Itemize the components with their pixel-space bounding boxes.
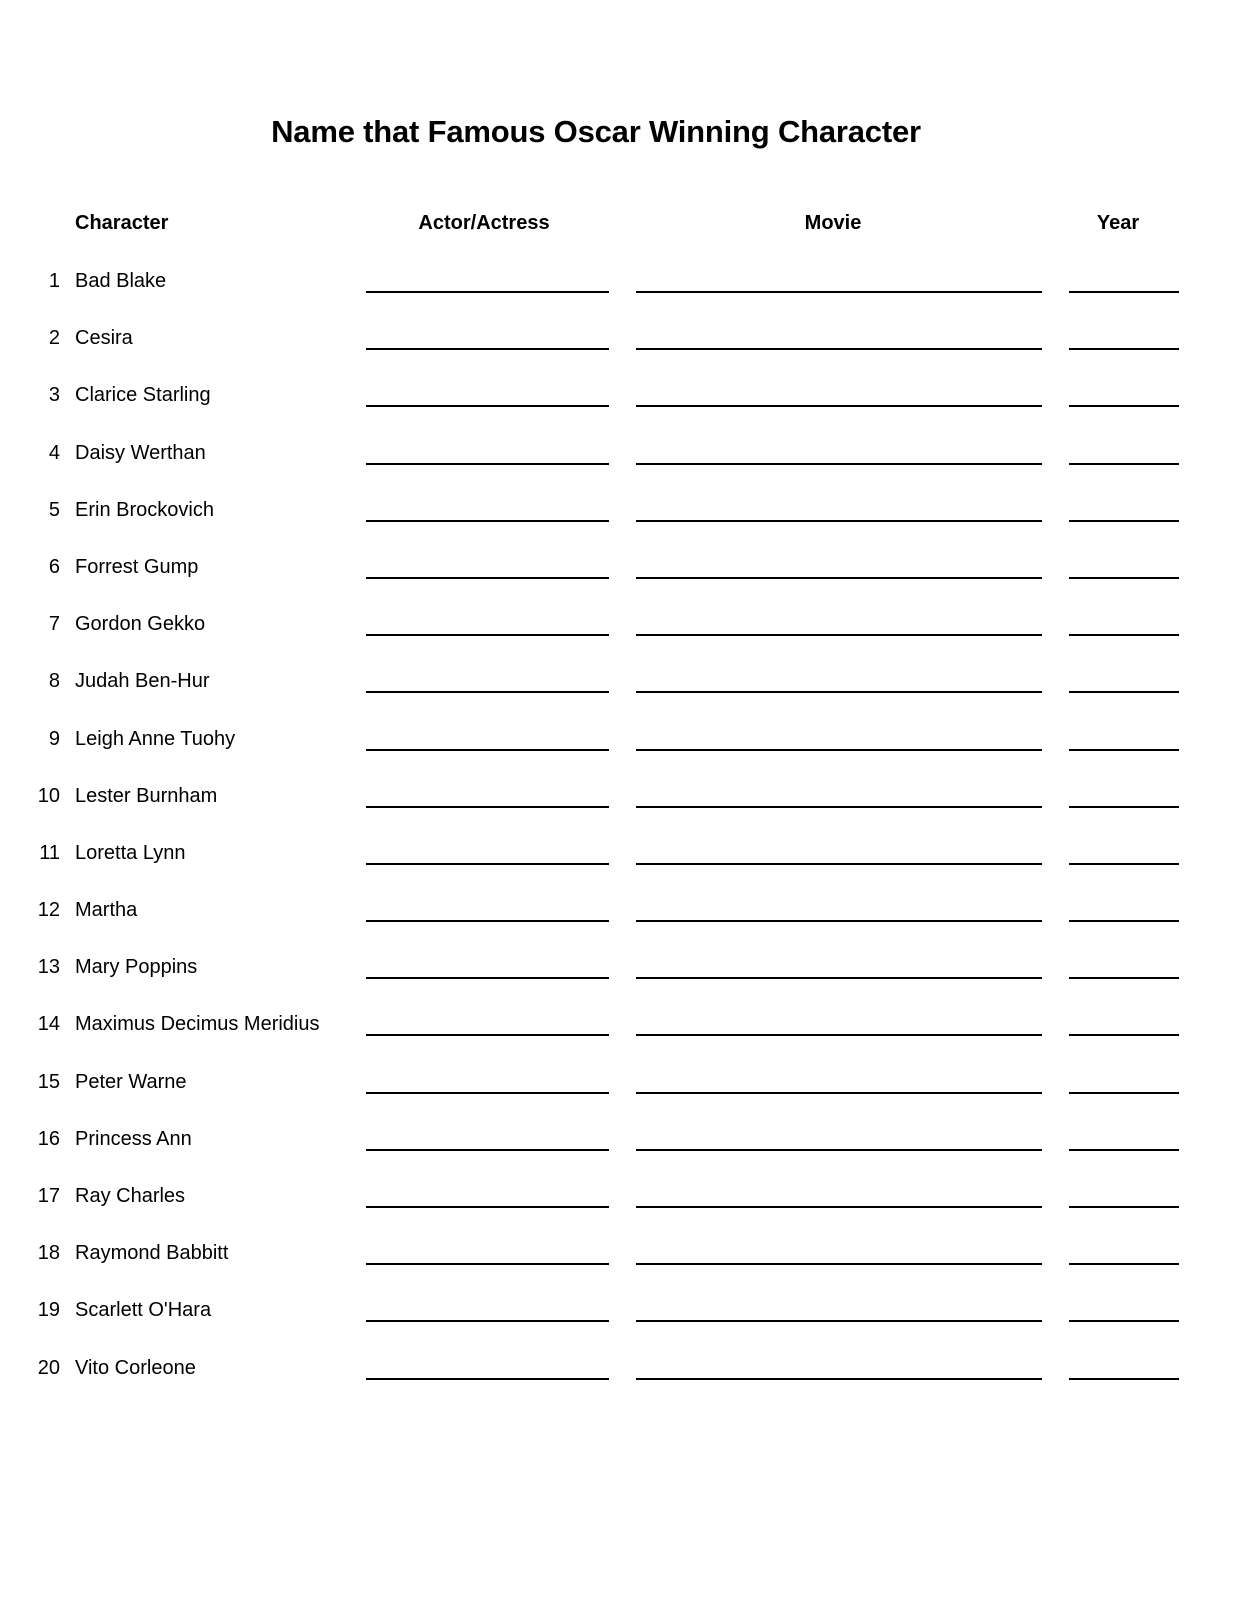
year-answer-line[interactable]: [1069, 405, 1179, 407]
year-answer-line[interactable]: [1069, 691, 1179, 693]
question-row: [0, 486, 1236, 543]
year-answer-line[interactable]: [1069, 1149, 1179, 1151]
year-answer-line[interactable]: [1069, 463, 1179, 465]
character-name: Leigh Anne Tuohy: [75, 727, 236, 750]
question-number: 19: [37, 1299, 60, 1322]
character-name: Judah Ben-Hur: [75, 670, 210, 693]
page-title: [0, 112, 1236, 152]
question-number: 16: [37, 1127, 60, 1150]
question-number: 1: [48, 270, 60, 292]
year-answer-line[interactable]: [1069, 749, 1179, 751]
actor-answer-line[interactable]: [366, 348, 609, 350]
character-name: Mary Poppins: [75, 956, 198, 979]
character-name: Vito Corleone: [75, 1356, 196, 1379]
question-row: [0, 257, 1236, 314]
actor-answer-line[interactable]: [366, 1034, 609, 1036]
movie-answer-line[interactable]: [636, 577, 1042, 579]
question-row: [0, 772, 1236, 829]
question-number: 6: [48, 555, 60, 578]
character-name: Lester Burnham: [75, 784, 218, 807]
year-answer-line[interactable]: [1069, 1206, 1179, 1208]
question-number: 7: [48, 613, 60, 636]
movie-answer-line[interactable]: [636, 920, 1042, 922]
movie-answer-line[interactable]: [636, 863, 1042, 865]
movie-answer-line[interactable]: [636, 1206, 1042, 1208]
header-year: Year: [1096, 212, 1140, 234]
question-row: [0, 829, 1236, 886]
actor-answer-line[interactable]: [366, 1206, 609, 1208]
movie-answer-line[interactable]: [636, 1263, 1042, 1265]
question-number: 18: [37, 1242, 60, 1265]
actor-answer-line[interactable]: [366, 405, 609, 407]
actor-answer-line[interactable]: [366, 463, 609, 465]
actor-answer-line[interactable]: [366, 291, 609, 293]
question-number: 5: [48, 498, 60, 521]
year-answer-line[interactable]: [1069, 634, 1179, 636]
question-number: 14: [37, 1013, 60, 1036]
year-answer-line[interactable]: [1069, 1320, 1179, 1322]
question-number: 8: [48, 670, 60, 693]
question-number: 9: [48, 727, 60, 750]
header-actor-actress: Actor/Actress: [418, 212, 550, 234]
movie-answer-line[interactable]: [636, 806, 1042, 808]
character-name: Ray Charles: [75, 1185, 186, 1207]
actor-answer-line[interactable]: [366, 977, 609, 979]
year-answer-line[interactable]: [1069, 348, 1179, 350]
character-name: Erin Brockovich: [75, 498, 214, 521]
actor-answer-line[interactable]: [366, 634, 609, 636]
question-row: [0, 1286, 1236, 1343]
question-number: 15: [37, 1070, 60, 1093]
character-name: Princess Ann: [75, 1127, 192, 1150]
movie-answer-line[interactable]: [636, 977, 1042, 979]
question-row: [0, 1229, 1236, 1286]
character-name: Raymond Babbitt: [75, 1242, 229, 1265]
year-answer-line[interactable]: [1069, 520, 1179, 522]
character-name: Forrest Gump: [75, 555, 199, 578]
character-name: Daisy Werthan: [75, 441, 206, 464]
year-answer-line[interactable]: [1069, 291, 1179, 293]
actor-answer-line[interactable]: [366, 1320, 609, 1322]
year-answer-line[interactable]: [1069, 1263, 1179, 1265]
character-name: Gordon Gekko: [75, 613, 206, 636]
question-list: [0, 257, 1236, 1401]
movie-answer-line[interactable]: [636, 1320, 1042, 1322]
year-answer-line[interactable]: [1069, 1034, 1179, 1036]
question-row: [0, 1344, 1236, 1401]
question-number: 11: [39, 841, 60, 864]
character-name: Loretta Lynn: [75, 841, 186, 864]
question-row: [0, 1115, 1236, 1172]
character-name: Bad Blake: [75, 270, 167, 292]
character-name: Cesira: [75, 327, 133, 350]
character-name: Peter Warne: [75, 1070, 187, 1093]
actor-answer-line[interactable]: [366, 863, 609, 865]
question-row: [0, 1058, 1236, 1115]
actor-answer-line[interactable]: [366, 1378, 609, 1380]
year-answer-line[interactable]: [1069, 920, 1179, 922]
year-answer-line[interactable]: [1069, 1378, 1179, 1380]
actor-answer-line[interactable]: [366, 749, 609, 751]
question-row: [0, 1000, 1236, 1057]
page-title-text: Name that Famous Oscar Winning Character: [271, 114, 921, 149]
question-row: [0, 715, 1236, 772]
movie-answer-line[interactable]: [636, 405, 1042, 407]
movie-answer-line[interactable]: [636, 749, 1042, 751]
movie-answer-line[interactable]: [636, 691, 1042, 693]
question-number: 3: [48, 384, 60, 407]
question-number: 2: [48, 327, 60, 350]
question-row: [0, 371, 1236, 428]
year-answer-line[interactable]: [1069, 863, 1179, 865]
question-number: 17: [37, 1185, 60, 1207]
question-number: 13: [37, 956, 60, 979]
actor-answer-line[interactable]: [366, 520, 609, 522]
question-number: 12: [37, 899, 60, 922]
question-row: [0, 943, 1236, 1000]
movie-answer-line[interactable]: [636, 520, 1042, 522]
question-row: [0, 600, 1236, 657]
actor-answer-line[interactable]: [366, 577, 609, 579]
movie-answer-line[interactable]: [636, 291, 1042, 293]
character-name: Maximus Decimus Meridius: [75, 1013, 320, 1036]
movie-answer-line[interactable]: [636, 463, 1042, 465]
actor-answer-line[interactable]: [366, 1263, 609, 1265]
character-name: Scarlett O'Hara: [75, 1299, 212, 1322]
header-character: Character: [75, 212, 169, 234]
actor-answer-line[interactable]: [366, 691, 609, 693]
question-row: [0, 429, 1236, 486]
actor-answer-line[interactable]: [366, 1092, 609, 1094]
year-answer-line[interactable]: [1069, 577, 1179, 579]
question-row: [0, 886, 1236, 943]
question-row: [0, 543, 1236, 600]
movie-answer-line[interactable]: [636, 1034, 1042, 1036]
question-number: 20: [37, 1356, 60, 1379]
movie-answer-line[interactable]: [636, 1149, 1042, 1151]
actor-answer-line[interactable]: [366, 1149, 609, 1151]
actor-answer-line[interactable]: [366, 806, 609, 808]
year-answer-line[interactable]: [1069, 977, 1179, 979]
question-number: 4: [48, 441, 60, 464]
year-answer-line[interactable]: [1069, 806, 1179, 808]
header-movie: Movie: [804, 212, 862, 234]
actor-answer-line[interactable]: [366, 920, 609, 922]
movie-answer-line[interactable]: [636, 1378, 1042, 1380]
question-row: [0, 314, 1236, 371]
movie-answer-line[interactable]: [636, 348, 1042, 350]
year-answer-line[interactable]: [1069, 1092, 1179, 1094]
question-number: 10: [37, 784, 60, 807]
character-name: Clarice Starling: [75, 384, 211, 407]
question-row: [0, 657, 1236, 714]
movie-answer-line[interactable]: [636, 1092, 1042, 1094]
movie-answer-line[interactable]: [636, 634, 1042, 636]
question-row: [0, 1172, 1236, 1229]
character-name: Martha: [75, 899, 138, 922]
